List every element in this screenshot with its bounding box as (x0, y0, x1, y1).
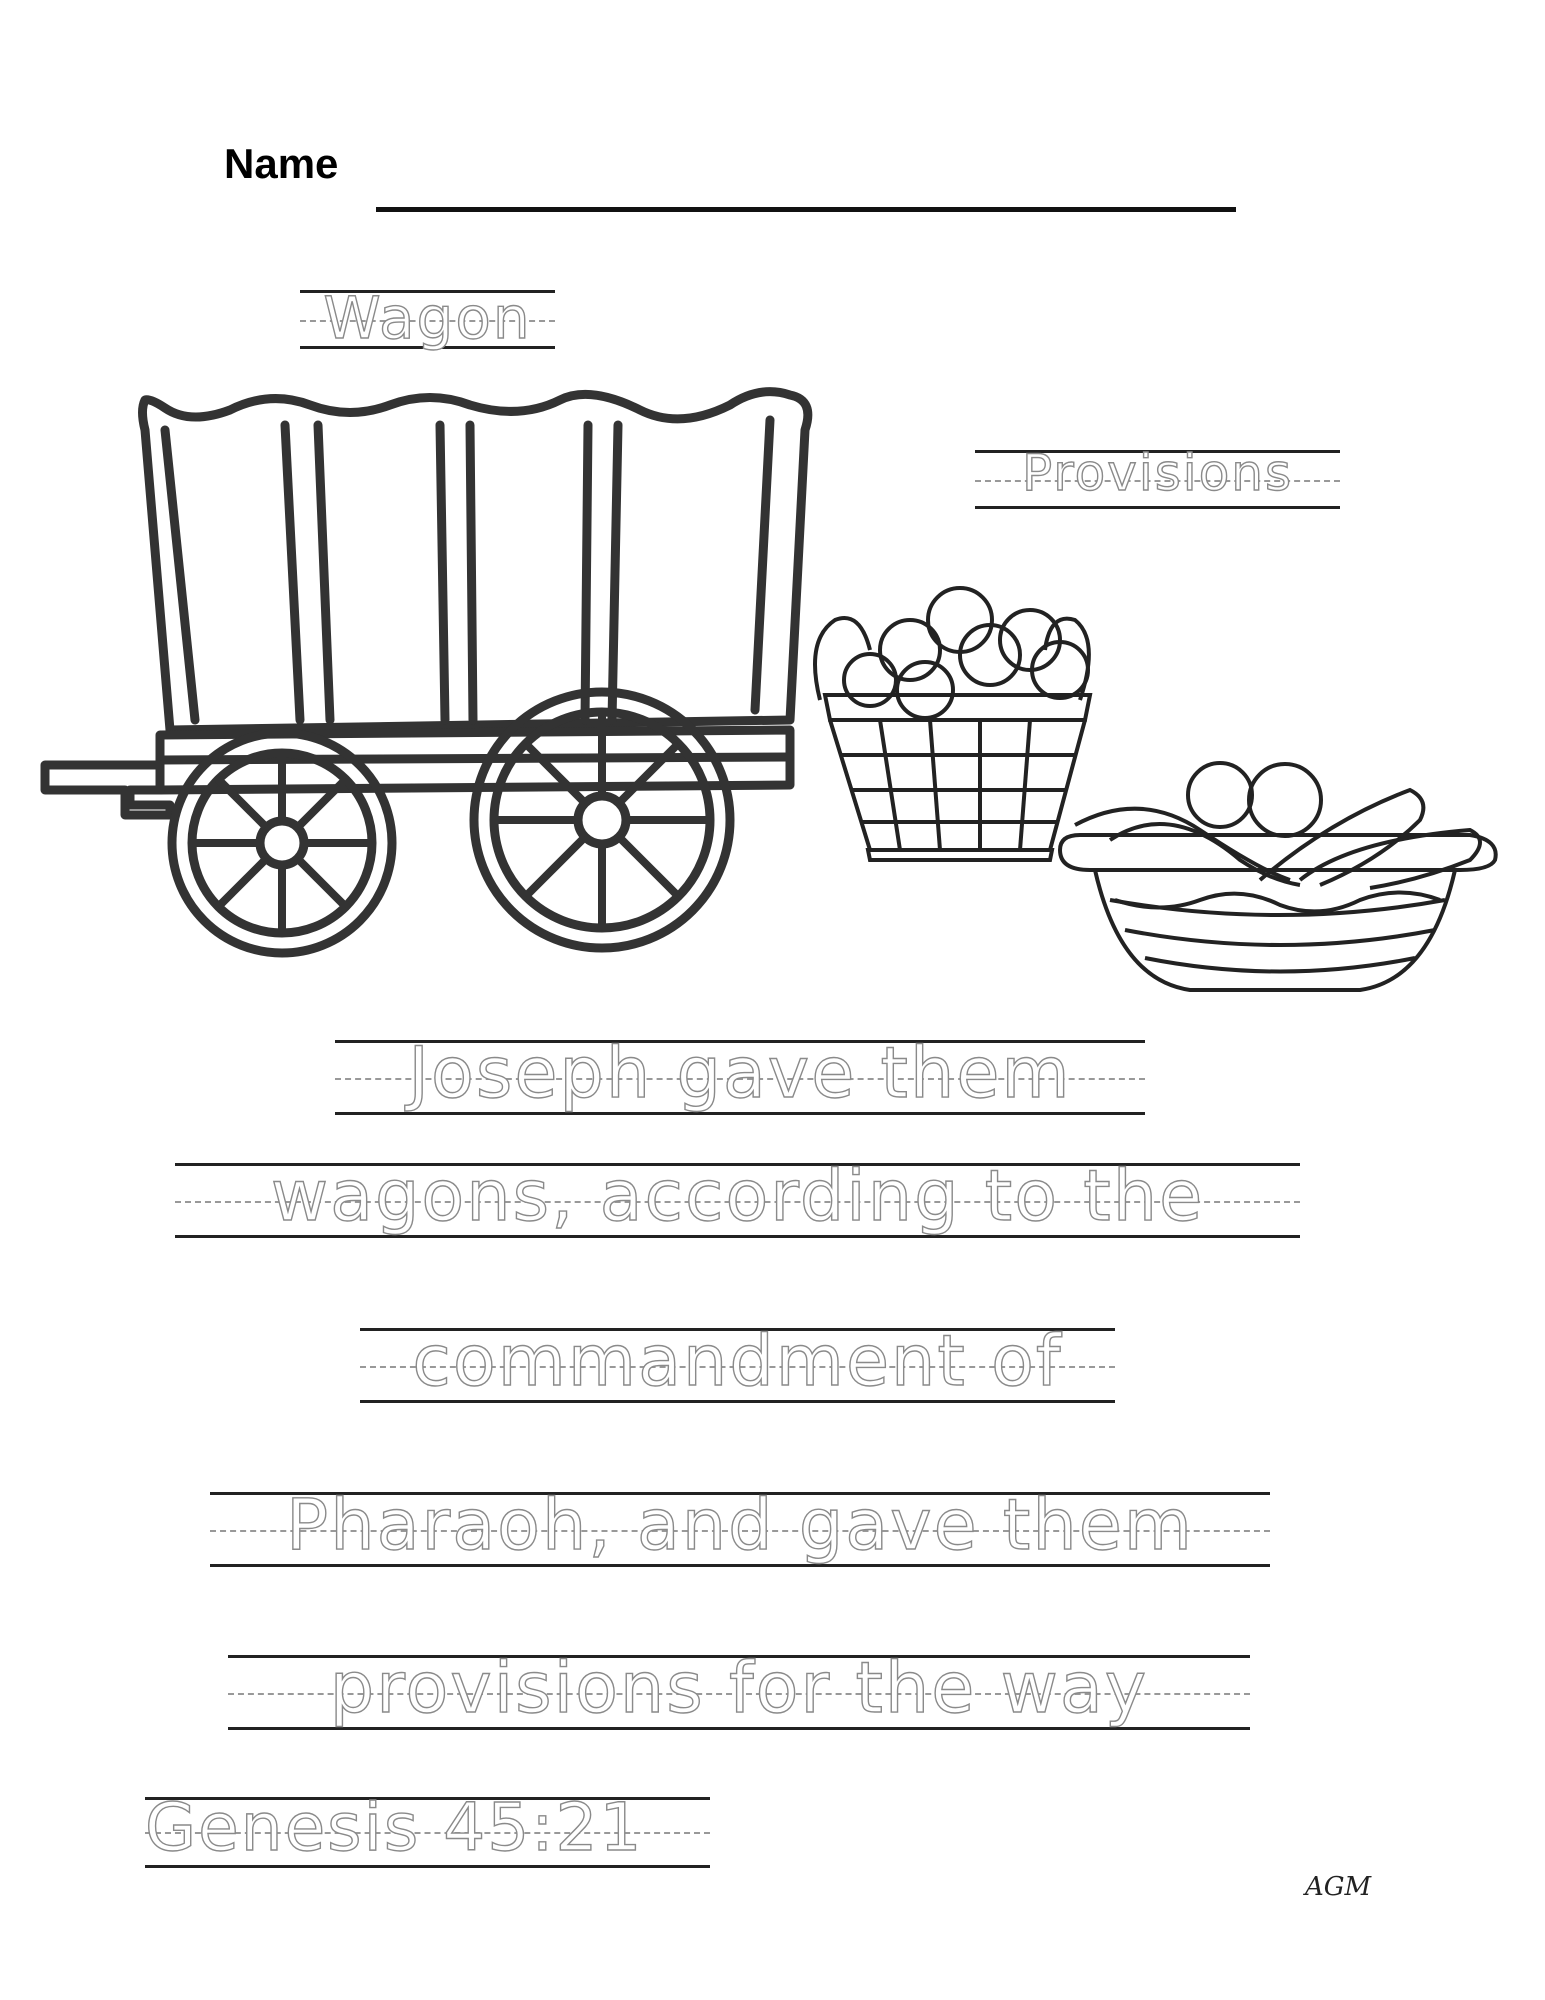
verse-line-4-text: Pharaoh, and gave them (286, 1484, 1194, 1566)
verse-line-3 (360, 1320, 1115, 1408)
verse-reference-text: Genesis 45:21 (145, 1789, 644, 1866)
verse-line-1 (335, 1032, 1145, 1120)
verse-line-2 (175, 1155, 1300, 1243)
wagon-label-text: Wagon (323, 284, 532, 352)
author-signature: AGM (1305, 1872, 1372, 1902)
provisions-label-text: Provisions (1021, 444, 1294, 502)
verse-line-5 (228, 1647, 1250, 1735)
verse-line-4 (210, 1484, 1270, 1572)
verse-line-1-text: Joseph gave them (408, 1032, 1072, 1114)
name-label: Name (224, 140, 339, 187)
verse-line-5-text: provisions for the way (329, 1647, 1149, 1729)
verse-line-2-text: wagons, according to the (270, 1155, 1205, 1237)
verse-reference (145, 1789, 710, 1872)
verse-line-3-text: commandment of (412, 1320, 1063, 1402)
